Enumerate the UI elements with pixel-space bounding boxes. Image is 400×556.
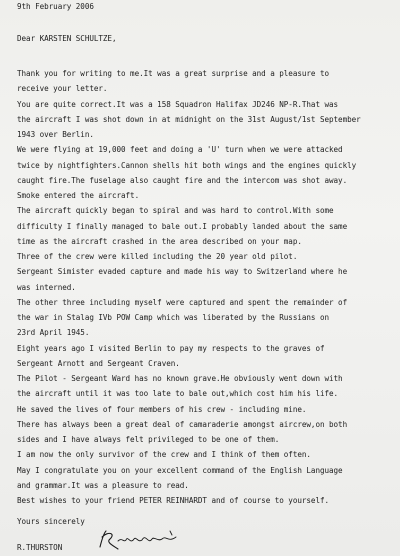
letter-body-line: twice by nightfighters.Cannon shells hit both wings and the engines quickly: [17, 160, 357, 170]
salutation: Dear KARSTEN SCHULTZE,: [17, 34, 117, 43]
closing: Yours sincerely: [17, 517, 85, 526]
letter-body-line: The other three including myself were captured and spent the remainder of: [17, 297, 348, 307]
letter-body-line: 23rd April 1945.: [17, 328, 90, 338]
letter-body-line: He saved the lives of four members of his crew - including mine.: [17, 404, 307, 414]
letter-date: 9th February 2006: [17, 2, 94, 11]
letter-body-line: Three of the crew were killed including the 20 year old pilot.: [17, 252, 298, 261]
letter-body-line: You are quite correct.It was a 158 Squadron Halifax JD246 NP-R.That was: [17, 99, 339, 109]
signer-name: R.THURSTON: [17, 543, 63, 552]
letter-body-line: difficulty I finally managed to bale out.I probably landed about the same: [17, 221, 348, 231]
letter-body-line: the war in Stalag IVb POW Camp which was liberated by the Russians on: [17, 313, 330, 322]
letter-body-line: receive your letter.: [17, 84, 108, 94]
letter-body-line: was interned.: [17, 282, 76, 292]
handwritten-signature: [96, 527, 186, 553]
letter-body-line: There has always been a great deal of camaraderie amongst aircrew,on both: [17, 419, 348, 429]
letter-body-line: the aircraft I was shot down in at midnight on the 31st August/1st September: [17, 114, 361, 124]
letter-body-line: We were flying at 19,000 feet and doing a 'U' turn when we were attacked: [17, 145, 343, 155]
letter-body-line: I am now the only survivor of the crew and I think of them often.: [17, 450, 311, 460]
letter-body-line: The aircraft quickly began to spiral and was hard to control.With some: [17, 206, 334, 216]
letter-body-line: and grammar.It was a pleasure to read.: [17, 480, 189, 490]
letter-body-line: Eight years ago I visited Berlin to pay my respects to the graves of: [17, 343, 325, 353]
letter-body-line: 1943 over Berlin.: [17, 130, 94, 139]
letter-body-line: Best wishes to your friend PETER REINHARDT and of course to yourself.: [17, 496, 330, 505]
letter-body-line: Sergeant Simister evaded capture and made his way to Switzerland where he: [17, 267, 348, 277]
letter-body-line: The Pilot - Sergeant Ward has no known grave.He obviously went down with: [17, 374, 343, 383]
letter-body-line: Smoke entered the aircraft.: [17, 191, 140, 200]
letter-body-line: Thank you for writing to me.It was a great surprise and a pleasure to: [17, 69, 330, 78]
letter-body-line: time as the aircraft crashed in the area described on your map.: [17, 236, 302, 246]
letter-body-line: the aircraft until it was too late to bale out,which cost him his life.: [17, 389, 339, 399]
letter-body-line: sides and I have always felt privileged to be one of them.: [17, 435, 280, 444]
letter-body-line: May I congratulate you on your excellent command of the English Language: [17, 465, 343, 475]
letter-body-line: Sergeant Arnott and Sergeant Craven.: [17, 358, 180, 368]
letter-body-line: caught fire.The fuselage also caught fire and the intercom was shot away.: [17, 175, 348, 185]
